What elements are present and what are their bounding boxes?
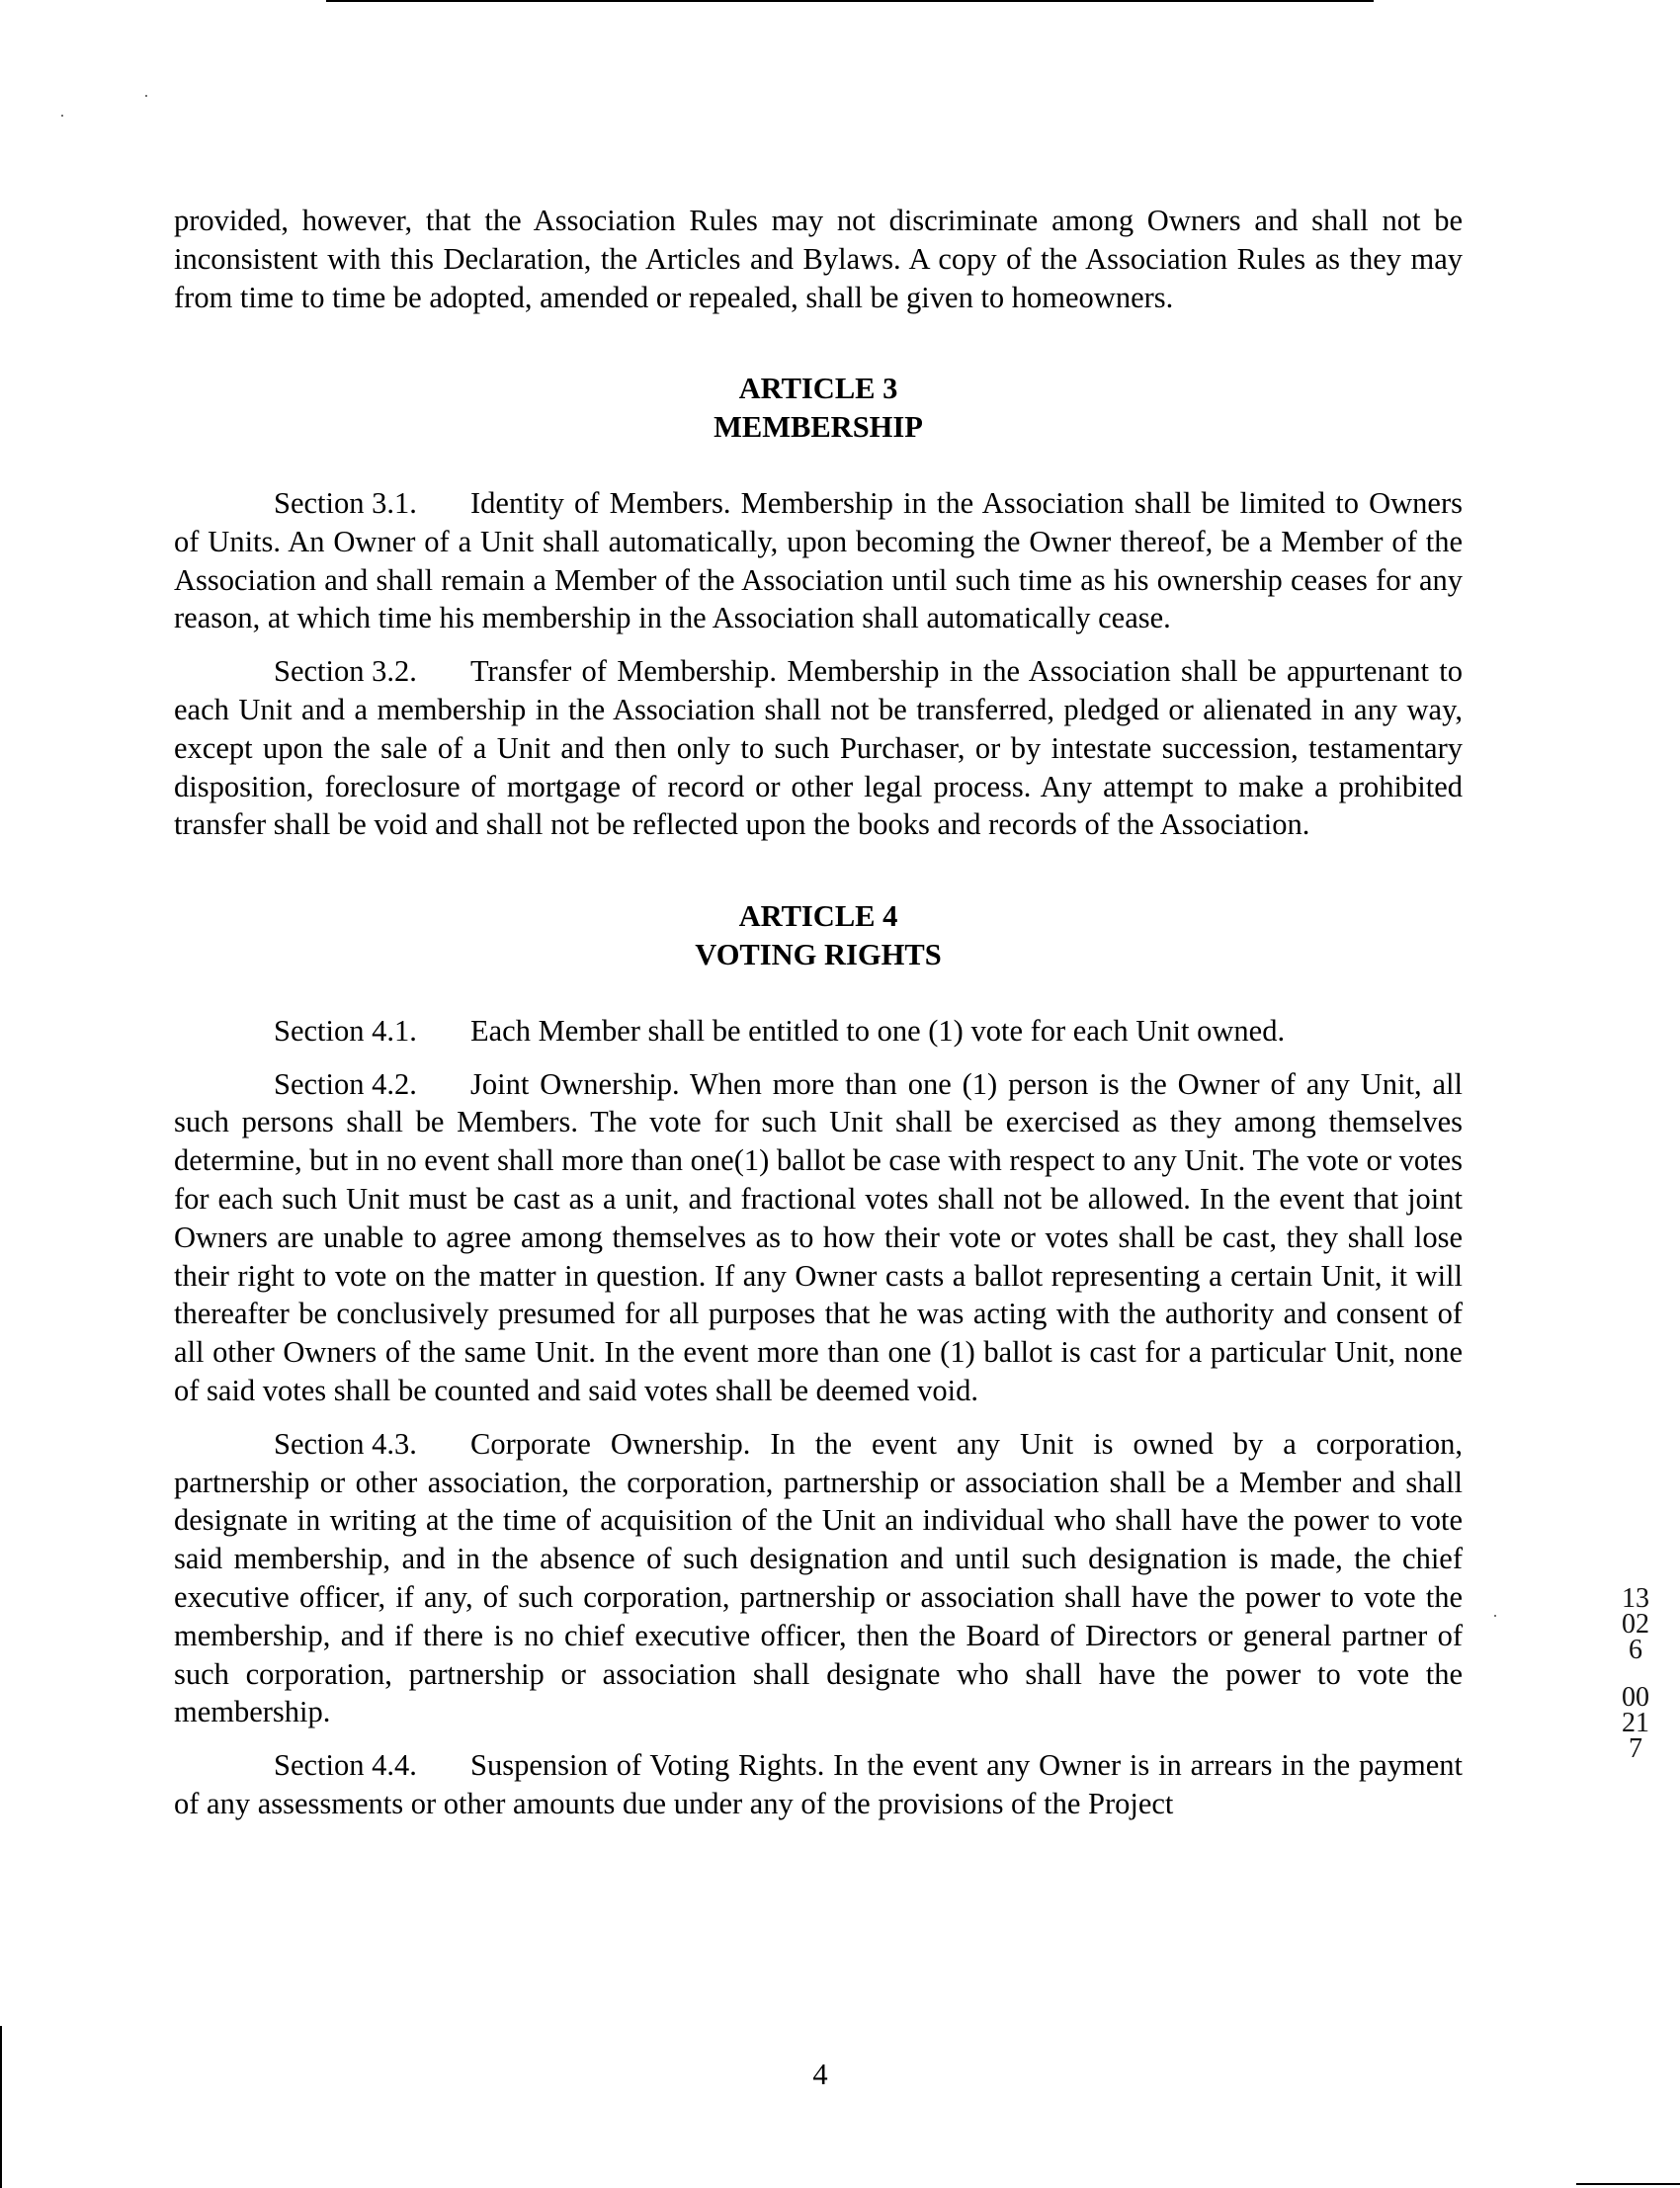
- article-3-number: ARTICLE 3: [738, 372, 898, 406]
- section-4-4: [174, 1746, 1463, 1823]
- article-3-heading: [174, 370, 1463, 447]
- section-4-3: [174, 1425, 1463, 1731]
- article-4-number: ARTICLE 4: [738, 899, 898, 934]
- article-4-heading: [174, 897, 1463, 974]
- section-3-1-text: Identity of Members. Membership in the Association shall be limited to Owners of Units. An Owner of a Unit shall automatically, upon becoming the Owner thereof, be a Member of the Association and shall remain a Member of the Association until such time as his ownership ceases for any reason, at which time his membership in the Association shall automatically cease.: [174, 485, 1463, 635]
- section-3-2-label: Section 3.2.: [274, 654, 417, 689]
- section-4-2-text: Joint Ownership. When more than one (1) person is the Owner of any Unit, all such persons shall be Members. The vote for such Unit shall be exercised as they among themselves determine, but in no event shall more than one(1) ballot be case with respect to any Unit. The vote or votes for each such Unit must be cast as a unit, and fractional votes shall not be allowed. In the event that joint Owners are unable to agree among themselves as to how their vote or votes shall be cast, they shall lose their right to vote on the matter in question. If any Owner casts a ballot representing a certain Unit, it will thereafter be conclusively presumed for all purposes that he was acting with the authority and consent of all other Owners of the same Unit. In the event more than one (1) ballot is cast for a particular Unit, none of said votes shall be counted and said votes shall be deemed void.: [174, 1066, 1463, 1407]
- margin-record-stamp: [1621, 1583, 1650, 1764]
- section-4-3-text: Corporate Ownership. In the event any Unit is owned by a corporation, partnership or other association, the corporation, partnership or association shall be a Member and shall designate in writing at the time of acquisition of the Unit an individual who shall have the power to vote said membership, and in the absence of such designation and until such designation is made, the chief executive officer, if any, of such corporation, partnership or association shall have the power to vote the membership, and if there is no chief executive officer, then the Board of Directors or general partner of such corporation, partnership or association shall designate who shall have the power to vote the membership.: [174, 1426, 1463, 1729]
- scan-speck: [1494, 1615, 1496, 1617]
- article-3-title: MEMBERSHIP: [714, 410, 923, 445]
- section-4-3-label: Section 4.3.: [274, 1426, 417, 1461]
- section-3-1: [174, 484, 1463, 637]
- section-4-4-text: Suspension of Voting Rights. In the event any Owner is in arrears in the payment of any assessments or other amounts due under any of the provisions of the Project: [174, 1748, 1463, 1820]
- left-edge-mark: [0, 2026, 2, 2188]
- section-4-1-label: Section 4.1.: [274, 1013, 417, 1048]
- scan-speck: [145, 95, 147, 97]
- section-3-2-text: Transfer of Membership. Membership in the Association shall be appurtenant to each Unit and a membership in the Association shall not be transferred, pledged or alienated in any way, except upon the sale of a Unit and then only to such Purchaser, or by intestate succession, testamentary disposition, foreclosure of mortgage of record or other legal process. Any attempt to make a prohibited transfer shall be void and shall not be reflected upon the books and records of the Association.: [174, 654, 1463, 842]
- top-scan-rule: [326, 0, 1374, 2]
- bottom-scan-rule: [1576, 2183, 1680, 2185]
- margin-stamp-upper: 13026: [1622, 1583, 1649, 1665]
- opening-paragraph: provided, however, that the Association Rules may not discriminate among Owners and shall not be inconsistent with this Declaration, the Articles and Bylaws. A copy of the Association Rules as they may from time to time be adopted, amended or repealed, shall be given to homeowners.: [174, 204, 1463, 314]
- section-4-2-label: Section 4.2.: [274, 1066, 417, 1101]
- section-4-1: [174, 1012, 1463, 1051]
- document-body: [174, 202, 1463, 1823]
- section-4-1-text: Each Member shall be entitled to one (1) vote for each Unit owned.: [470, 1013, 1286, 1048]
- section-3-1-label: Section 3.1.: [274, 485, 417, 520]
- article-4-title: VOTING RIGHTS: [695, 937, 942, 971]
- margin-stamp-lower: 00217: [1622, 1682, 1649, 1764]
- section-4-4-label: Section 4.4.: [274, 1748, 417, 1783]
- page-number: 4: [812, 2058, 828, 2091]
- section-4-2: [174, 1065, 1463, 1410]
- scan-speck: [61, 115, 63, 117]
- section-3-2: [174, 652, 1463, 844]
